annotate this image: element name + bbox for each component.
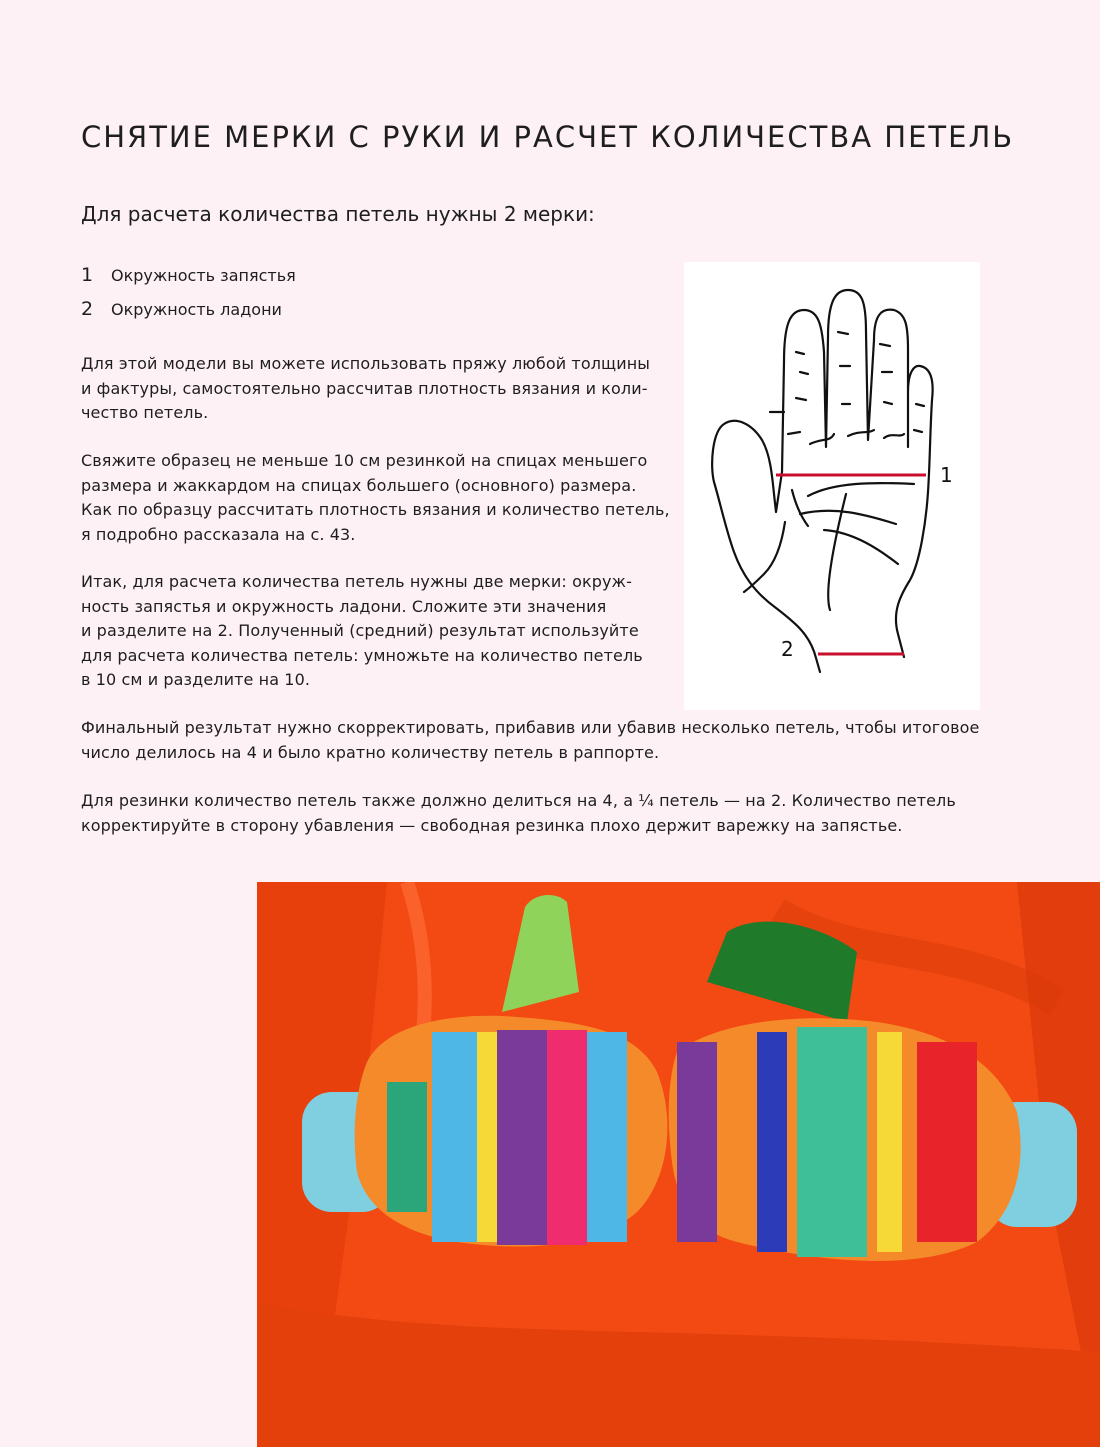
subtitle: Для расчета количества петель нужны 2 мерки: [81,202,595,226]
text-line: в 10 см и разделите на 10. [81,670,311,689]
hand-outline [712,290,933,672]
page-title: СНЯТИЕ МЕРКИ С РУКИ И РАСЧЕТ КОЛИЧЕСТВА ПЕТЕЛЬ [81,120,1015,154]
text-line: и разделите на 2. Полученный (средний) результат используйте [81,621,639,640]
text-line: ность запястья и окружность ладони. Сложите эти значения [81,596,607,616]
text-line: Итак, для расчета количества петель нужны две мерки: окруж- [81,572,632,591]
mittens-photo [257,882,1100,1447]
paragraph-calculation [81,570,643,693]
list-label: Окружность запястья [111,266,296,285]
mittens-image [257,882,1100,1447]
paragraph-ribbing [81,789,956,838]
text-line: Для резинки количество петель также должно делиться на 4, а ¼ петель — на 2. Количество петель [81,791,956,810]
text-line: чество петель. [81,403,209,422]
list-item [81,264,296,298]
paragraph-sample [81,449,670,547]
paragraph-yarn [81,352,650,426]
text-line: размера и жаккардом на спицах большего (основного) размера. [81,475,637,495]
hand-illustration [684,262,980,710]
text-line: для расчета количества петель: умножьте на количество петель [81,645,643,665]
label-1: 1 [940,463,953,487]
paragraph-final [81,716,980,765]
list-item [81,298,296,332]
text-line: и фактуры, самостоятельно рассчитав плотность вязания и коли- [81,378,648,398]
text-line: я подробно рассказала на с. 43. [81,524,356,544]
text-line: число делилось на 4 и было кратно количеству петель в раппорте. [81,742,660,762]
text-line: Для этой модели вы можете использовать пряжу любой толщины [81,354,651,373]
list-number: 1 [81,264,94,286]
text-line: Свяжите образец не меньше 10 см резинкой на спицах меньшего [81,451,648,470]
text-line: Финальный результат нужно скорректировать, прибавив или убавив несколько петель, чтобы итоговое [81,718,980,737]
list-number: 2 [81,298,94,320]
measurement-list [81,264,296,332]
label-2: 2 [781,637,794,661]
text-line: Как по образцу рассчитать плотность вязания и количество петель, [81,500,670,519]
list-label: Окружность ладони [111,300,282,319]
text-line: корректируйте в сторону убавления — свободная резинка плохо держит варежку на запястье. [81,815,903,835]
hand-measurement-diagram [684,262,980,710]
